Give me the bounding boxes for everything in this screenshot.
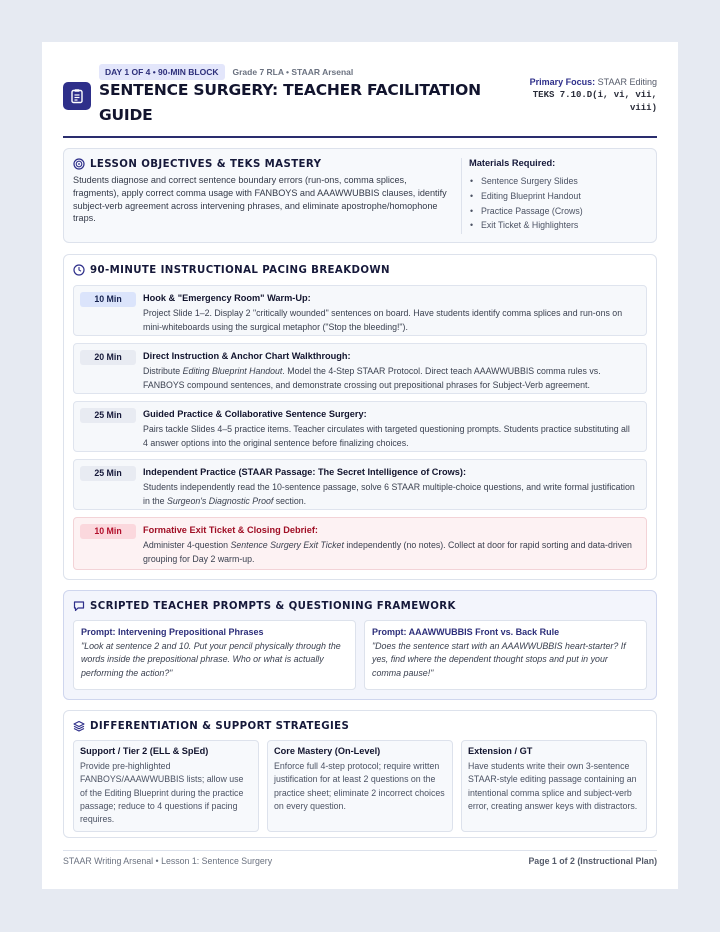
differentiation-box bbox=[267, 740, 453, 832]
pacing-title: 90-MINUTE INSTRUCTIONAL PACING BREAKDOWN bbox=[73, 264, 390, 276]
pacing-heading: Hook & "Emergency Room" Warm-Up: bbox=[143, 293, 311, 303]
target-icon bbox=[73, 158, 85, 170]
grade-label: Grade 7 RLA • STAAR Arsenal bbox=[232, 67, 354, 77]
pacing-heading: Formative Exit Ticket & Closing Debrief: bbox=[143, 525, 318, 535]
differentiation-heading: Extension / GT bbox=[468, 746, 533, 756]
clock-icon bbox=[73, 264, 85, 276]
list-item: • Sentence Surgery Slides bbox=[469, 174, 647, 189]
chat-bubble-icon bbox=[73, 600, 85, 612]
pacing-card bbox=[63, 254, 657, 580]
pacing-description: Pairs tackle Slides 4–5 practice items. Teacher circulates with targeted questioning prompts. Students practice substituting all 4 answer options into the original sentence before finalizing choices. bbox=[143, 424, 630, 448]
pacing-row bbox=[73, 343, 647, 394]
footer bbox=[63, 850, 657, 866]
list-item: • Exit Ticket & Highlighters bbox=[469, 218, 647, 233]
focus-value: STAAR Editing bbox=[597, 77, 657, 87]
time-pill: 10 Min bbox=[80, 292, 136, 307]
day-badge: DAY 1 OF 4 • 90-MIN BLOCK bbox=[99, 64, 225, 80]
teks-code: TEKS 7.10.D(i, vi, vii, viii) bbox=[532, 90, 657, 113]
differentiation-text: Enforce full 4-step protocol; require written justification for at least 2 questions on the practice sheet; eliminate 2 incorrect choices on every question. bbox=[274, 761, 445, 811]
primary-focus bbox=[517, 76, 657, 115]
time-pill: 25 Min bbox=[80, 408, 136, 423]
prompts-title: SCRIPTED TEACHER PROMPTS & QUESTIONING FRAMEWORK bbox=[73, 600, 456, 612]
list-item: • Practice Passage (Crows) bbox=[469, 204, 647, 219]
time-pill: 10 Min bbox=[80, 524, 136, 539]
materials-list bbox=[469, 174, 647, 233]
prompt-heading: Prompt: AAAWWUBBIS Front vs. Back Rule bbox=[372, 627, 560, 637]
prompt-box bbox=[364, 620, 647, 690]
layers-icon bbox=[73, 720, 85, 732]
pacing-heading: Guided Practice & Collaborative Sentence Surgery: bbox=[143, 409, 367, 419]
prompt-text: "Does the sentence start with an AAAWWUBBIS heart-starter? If yes, find where the dependent thought stops and put in your comma pause!" bbox=[372, 641, 626, 678]
time-pill: 20 Min bbox=[80, 350, 136, 365]
materials-panel bbox=[461, 158, 647, 234]
clipboard-icon bbox=[63, 82, 91, 110]
differentiation-text: Provide pre-highlighted FANBOYS/AAAWWUBBIS lists; allow use of the Editing Blueprint during the practice passage; reduce to 4 questions if pacing requires. bbox=[80, 761, 244, 825]
objectives-card bbox=[63, 148, 657, 243]
objectives-title: LESSON OBJECTIVES & TEKS MASTERY bbox=[73, 158, 453, 170]
pacing-description: Project Slide 1–2. Display 2 "critically wounded" sentences on board. Have students identify comma splices and run-ons on mini-whiteboards using the surgical metaphor ("Stop the bleeding!"). bbox=[143, 308, 623, 332]
page-title: SENTENCE SURGERY: TEACHER FACILITATION GUIDE bbox=[99, 81, 481, 124]
differentiation-text: Have students write their own 3-sentence STAAR-style editing passage containing an intentional comma splice and subject-verb error, creating answer keys with distractors. bbox=[468, 761, 638, 811]
page bbox=[42, 42, 678, 889]
pacing-row bbox=[73, 285, 647, 336]
header bbox=[63, 62, 657, 138]
pacing-row bbox=[73, 517, 647, 570]
pacing-heading: Direct Instruction & Anchor Chart Walkthrough: bbox=[143, 351, 351, 361]
objectives-text: Students diagnose and correct sentence boundary errors (run-ons, comma splices, fragments), apply correct comma usage with FANBOYS and AAAWWUBBIS clauses, identify subject-verb agreement across intervening phrases, and eliminate apostrophe/homophone traps. bbox=[73, 175, 447, 224]
differentiation-card bbox=[63, 710, 657, 838]
list-item: • Editing Blueprint Handout bbox=[469, 189, 647, 204]
differentiation-title: DIFFERENTIATION & SUPPORT STRATEGIES bbox=[73, 720, 349, 732]
pacing-description: Administer 4-question Sentence Surgery Exit Ticket independently (no notes). Collect at door for rapid sorting and data-driven grouping for Day 2 warm-up. bbox=[143, 540, 632, 564]
pacing-row bbox=[73, 401, 647, 452]
pacing-row bbox=[73, 459, 647, 510]
focus-label: Primary Focus: bbox=[529, 77, 596, 87]
time-pill: 25 Min bbox=[80, 466, 136, 481]
prompt-text: "Look at sentence 2 and 10. Put your pencil physically through the words inside the prepositional phrase. Who or what is actually performing the action?" bbox=[81, 641, 341, 678]
differentiation-box bbox=[73, 740, 259, 832]
pacing-description: Students independently read the 10-sentence passage, solve 6 STAAR multiple-choice questions, and write formal justification in the Surgeon's Diagnostic Proof section. bbox=[143, 482, 635, 506]
differentiation-box bbox=[461, 740, 647, 832]
page-number: Page 1 of 2 (Instructional Plan) bbox=[528, 856, 657, 866]
materials-title: Materials Required: bbox=[469, 158, 556, 168]
pacing-heading: Independent Practice (STAAR Passage: The Secret Intelligence of Crows): bbox=[143, 467, 466, 477]
prompt-box bbox=[73, 620, 356, 690]
differentiation-heading: Core Mastery (On-Level) bbox=[274, 746, 381, 756]
footer-left: STAAR Writing Arsenal • Lesson 1: Sentence Surgery bbox=[63, 856, 273, 866]
prompt-heading: Prompt: Intervening Prepositional Phrases bbox=[81, 627, 264, 637]
differentiation-heading: Support / Tier 2 (ELL & SpEd) bbox=[80, 746, 209, 756]
pacing-description: Distribute Editing Blueprint Handout. Model the 4-Step STAAR Protocol. Direct teach AAAWWUBBIS comma rules vs. FANBOYS compound sentences, and demonstrate crossing out prepositional phrases for Subject-Verb agreement. bbox=[143, 366, 601, 390]
prompts-card bbox=[63, 590, 657, 700]
